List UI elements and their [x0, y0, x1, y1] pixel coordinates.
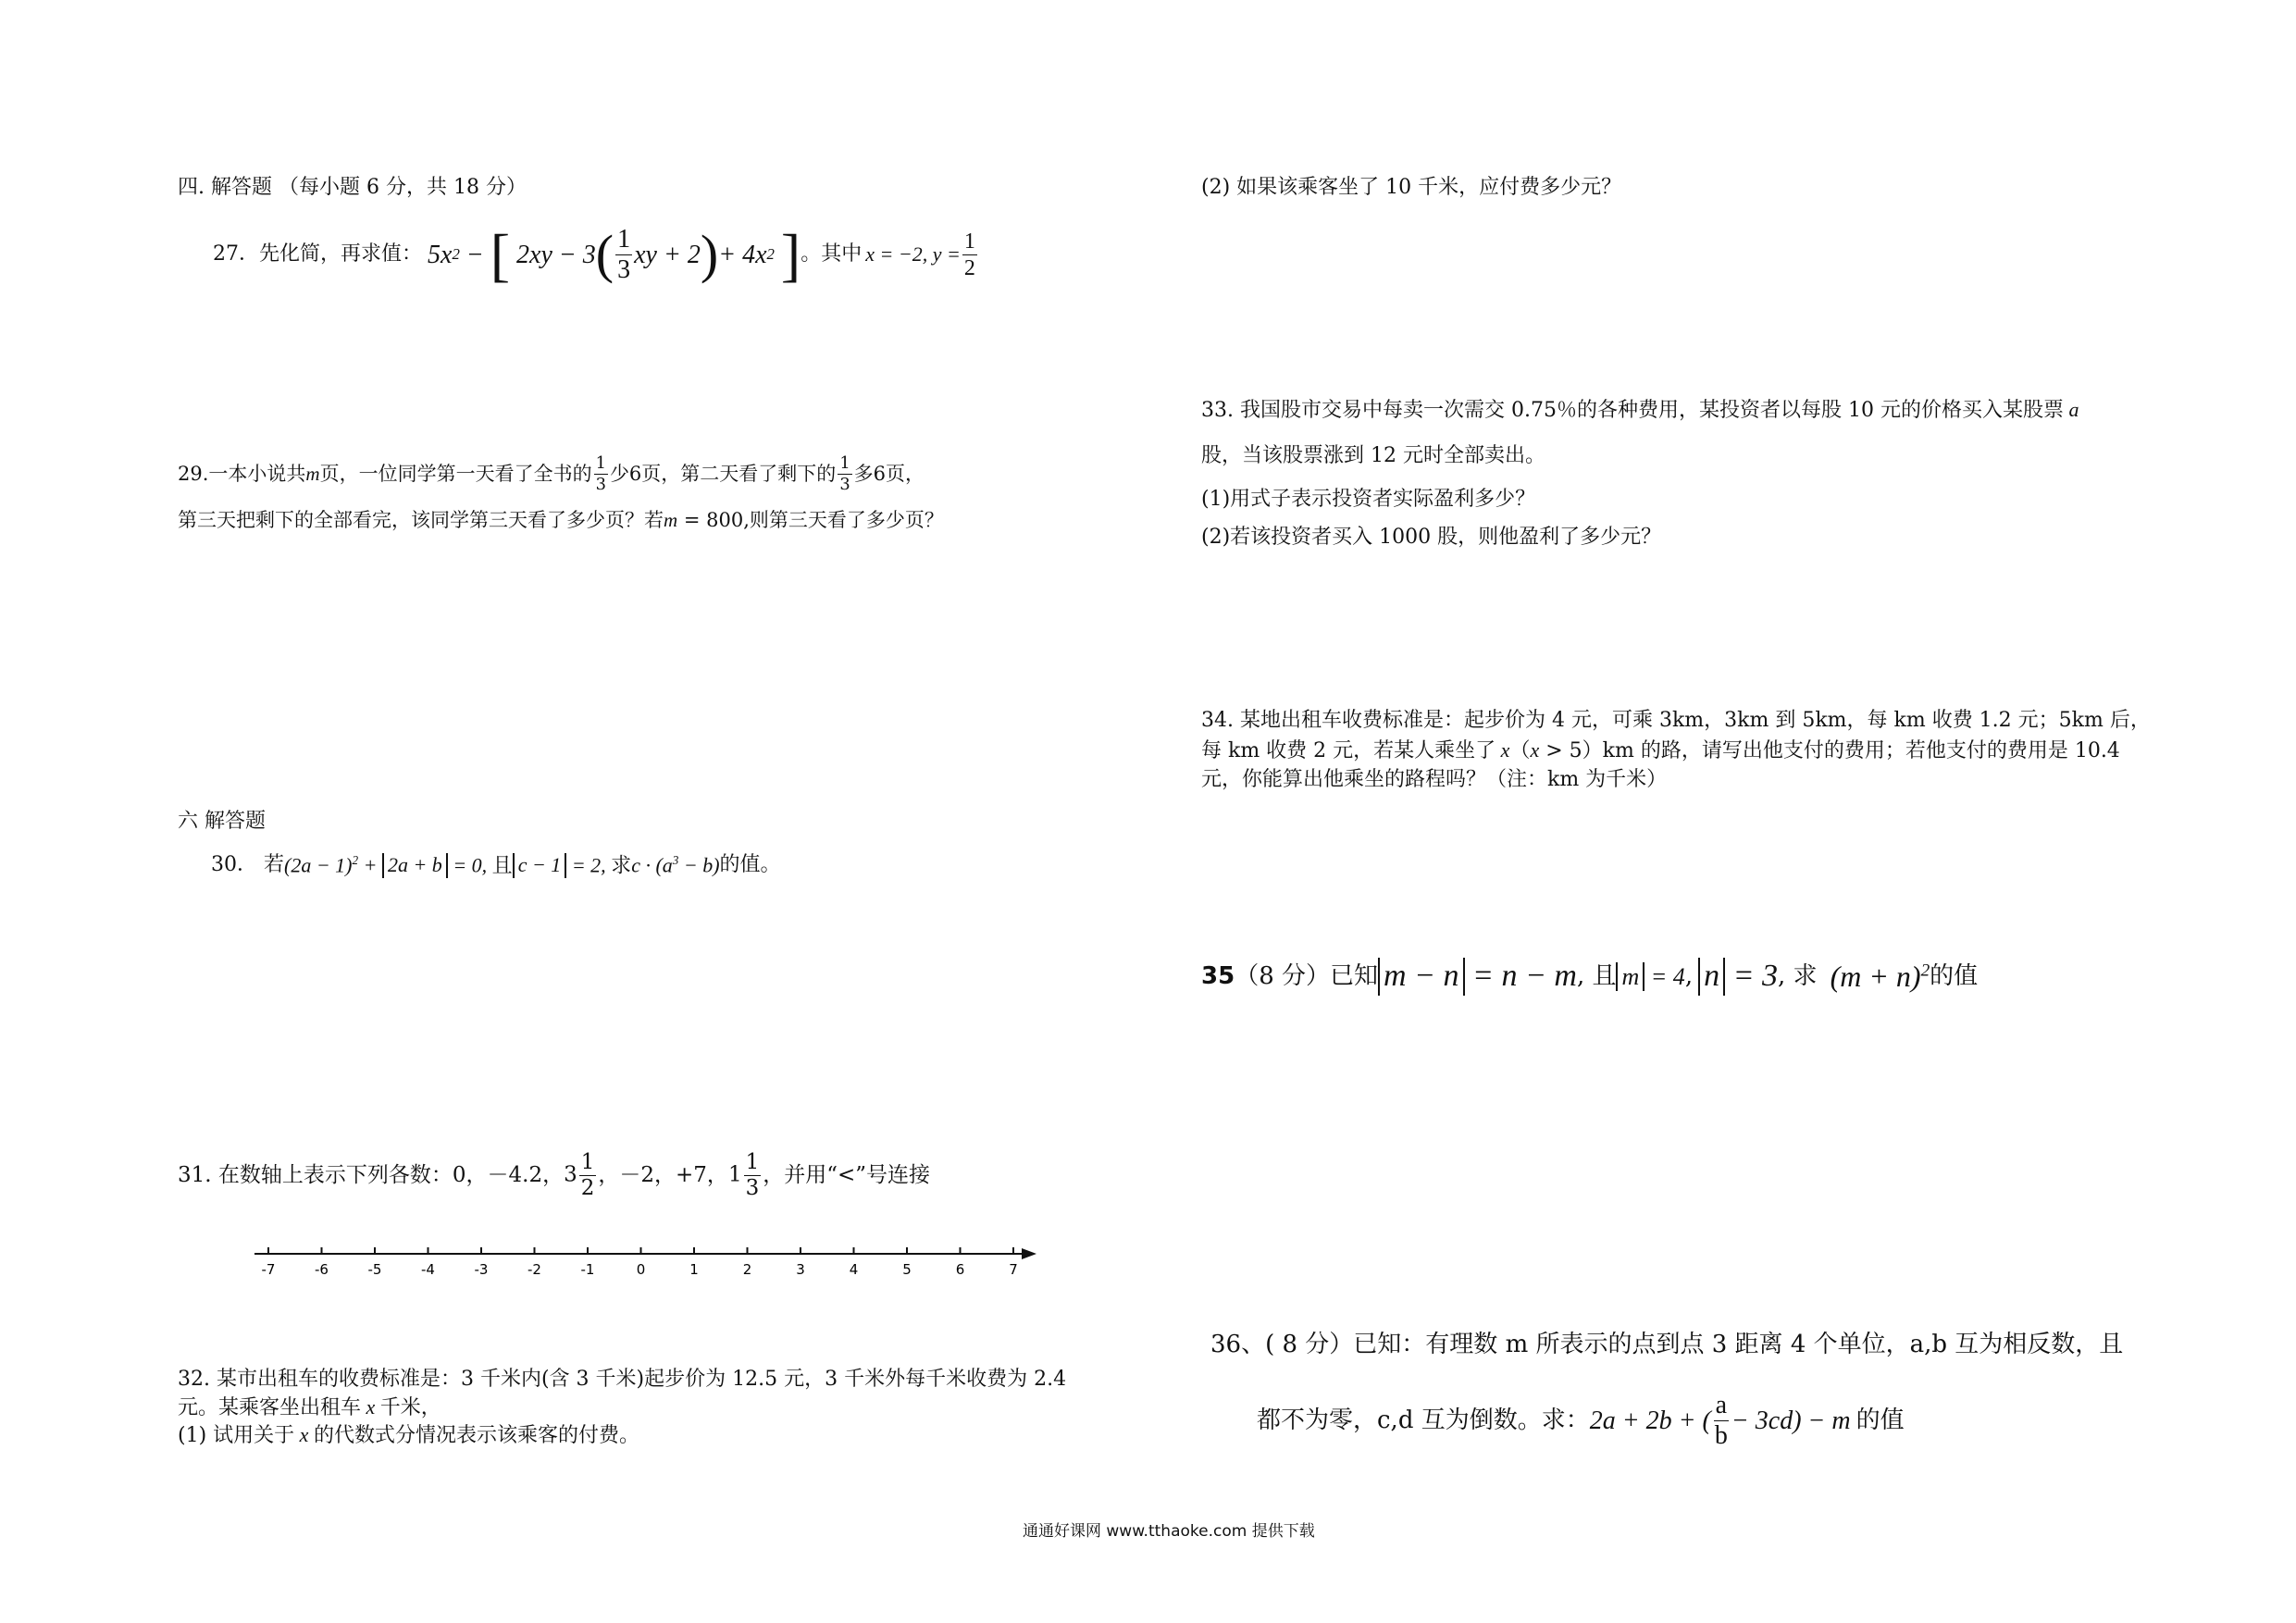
question-31	[178, 1152, 930, 1199]
number-line-tick-label: 2	[742, 1261, 752, 1278]
number-line-arrow	[1022, 1248, 1036, 1259]
question-30	[211, 853, 781, 878]
q32-line3-b: 的代数式分情况表示该乘客的付费。	[313, 1424, 639, 1447]
q29-line2-text: 第三天把剩下的全部看完，该同学第三天看了多少页？若	[178, 509, 664, 531]
q32-line2-a: 元。某乘客坐出租车	[178, 1396, 362, 1419]
q29-text-b: 页，一位同学第一天看了全书的	[319, 462, 592, 485]
q31-text-a: 31. 在数轴上表示下列各数：0，－4.2，	[178, 1162, 565, 1187]
number-line-tick-label: -4	[421, 1261, 435, 1278]
number-line-tick-label: -7	[261, 1261, 276, 1278]
q30-suffix: 的值。	[719, 853, 781, 877]
q34-line2-b: km 的路，请写出他支付的费用；若他支付的费用是 10.4	[1602, 739, 2120, 762]
question-27	[213, 221, 979, 288]
number-line-tick-label: 7	[1009, 1261, 1018, 1278]
q34-line2-a: 每 km 收费 2 元，若某人乘坐了	[1201, 739, 1496, 762]
section-6-heading: 六 解答题	[178, 810, 266, 833]
q29-text-a: 29.一本小说共	[178, 462, 306, 485]
q34-var-x: x	[1496, 738, 1510, 762]
q27-prefix: 27．先化简，再求值：	[213, 242, 422, 266]
q34-condition: （x > 5）	[1509, 738, 1603, 762]
q31-mixed-number-2: 1 $\frac{1}{3}$	[727, 1150, 760, 1200]
q30-expression: $(2a - 1)^2 + 2a + b = 0$, 且 c − 1 = 2, 求$c \cdot (a^3 - b)$	[284, 853, 720, 877]
q35-text-c: ,	[1684, 961, 1694, 990]
q29-fraction-2: $\frac{1}{3}$	[839, 453, 850, 494]
number-line-tick-label: -1	[580, 1261, 595, 1278]
q35-text-b: , 且	[1576, 961, 1617, 990]
question-33-part-1: (1)用式子表示投资者实际盈利多少？	[1201, 488, 1536, 511]
number-line-tick-label: -3	[474, 1261, 489, 1278]
number-line	[250, 1235, 1046, 1291]
question-32-part-2: (2) 如果该乘客坐了 10 千米，应付费多少元？	[1201, 176, 1622, 199]
q35-expression-4: $(m + n)^2$	[1830, 960, 1930, 994]
q29-line2-suffix: ,则第三天看了多少页？	[743, 509, 944, 531]
q35-number: 35	[1201, 961, 1235, 990]
q31-text-c: ，并用“<”号连接	[763, 1162, 931, 1187]
q35-text-e: 的值	[1930, 961, 1979, 990]
q32-line3-a: (1) 试用关于	[178, 1424, 295, 1447]
q36-line2-b: 的值	[1855, 1406, 1905, 1434]
question-34-line-1: 34. 某地出租车收费标准是：起步价为 4 元，可乘 3km，3km 到 5km，每 km 收费 1.2 元；5km 后，	[1201, 709, 2151, 732]
q29-equals-800: = 800	[677, 509, 744, 531]
q35-expression-1: m − n = n − m	[1378, 958, 1577, 996]
question-36-line-2	[1257, 1393, 1905, 1449]
q36-expression: 2a + 2b + ( $\frac{a}{b}$ − 3cd) − m	[1589, 1391, 1851, 1450]
q27-x-value: x = −2, y =	[865, 242, 961, 266]
number-line-tick-label: 0	[636, 1261, 646, 1278]
q29-text-c: 少6页，第二天看了剩下的	[609, 462, 837, 485]
question-32-line-1: 32. 某市出租车的收费标准是：3 千米内(含 3 千米)起步价为 12.5 元，3 千米外每千米收费为 2.4	[178, 1368, 1067, 1391]
q31-text-b: ，－2，+7，	[598, 1162, 728, 1187]
question-32-line-3	[178, 1423, 639, 1448]
number-line-tick-label: -2	[527, 1261, 541, 1278]
q35-text-a: （8 分）已知	[1235, 961, 1378, 990]
number-line-tick-label: 6	[955, 1261, 965, 1278]
q27-y-fraction: $\frac{1}{2}$	[963, 229, 975, 280]
section-4-heading: 四. 解答题 （每小题 6 分，共 18 分）	[178, 176, 527, 199]
q33-line1-text: 33. 我国股市交易中每卖一次需交 0.75％的各种费用，某投资者以每股 10 元的价格买入某股票	[1201, 399, 2064, 422]
number-line-tick-label: -6	[315, 1261, 329, 1278]
q35-expression-3: n = 3	[1698, 958, 1778, 996]
q29-var-m: m	[305, 462, 320, 485]
q35-expression-2: m = 4	[1616, 962, 1684, 991]
question-33-line-1	[1201, 398, 2079, 423]
q29-m-equals: m	[664, 509, 678, 531]
number-line-tick-label: 1	[689, 1261, 699, 1278]
q30-prefix: 30． 若	[211, 853, 284, 877]
number-line-tick-label: 3	[796, 1261, 805, 1278]
number-line-tick-label: 4	[849, 1261, 859, 1278]
page-footer: 通通好课网 www.tthaoke.com 提供下载	[1023, 1522, 1315, 1541]
question-36-line-1: 36、( 8 分）已知：有理数 m 所表示的点到点 3 距离 4 个单位，a,b 互为相反数，且	[1210, 1331, 2124, 1358]
q32-line2-b: 千米，	[379, 1396, 441, 1419]
number-line-tick-label: 5	[902, 1261, 912, 1278]
number-line-tick-label: -5	[367, 1261, 382, 1278]
question-35	[1201, 958, 1978, 996]
question-33-part-2: (2)若该投资者买入 1000 股，则他盈利了多少元？	[1201, 526, 1662, 549]
question-32-line-2	[178, 1395, 441, 1420]
q36-line2-a: 都不为零，c,d 互为倒数。求：	[1257, 1406, 1590, 1434]
question-33-line-2: 股，当该股票涨到 12 元时全部卖出。	[1201, 444, 1545, 467]
q29-text-d: 多6页，	[853, 462, 925, 485]
question-29-line-2	[178, 509, 944, 532]
q27-expression: 5x 2 − [ 2xy − 3 ( $\frac{1}{3}$ xy + 2 ) + 4x 2 ]	[428, 221, 801, 288]
question-34-line-3: 元，你能算出他乘坐的路程吗？（注：km 为千米）	[1201, 768, 1668, 791]
q27-condition-prefix: 。其中	[800, 242, 863, 266]
q32-var-x-2: x	[294, 1423, 314, 1446]
question-34-line-2	[1201, 738, 2120, 763]
q35-text-d: , 求	[1778, 961, 1818, 990]
q33-var-a: a	[2063, 398, 2079, 421]
q31-mixed-number-1: 3 $\frac{1}{2}$	[564, 1150, 595, 1200]
question-29-line-1	[178, 455, 925, 493]
q29-fraction-1: $\frac{1}{3}$	[595, 453, 606, 494]
q32-var-x: x	[361, 1395, 380, 1419]
